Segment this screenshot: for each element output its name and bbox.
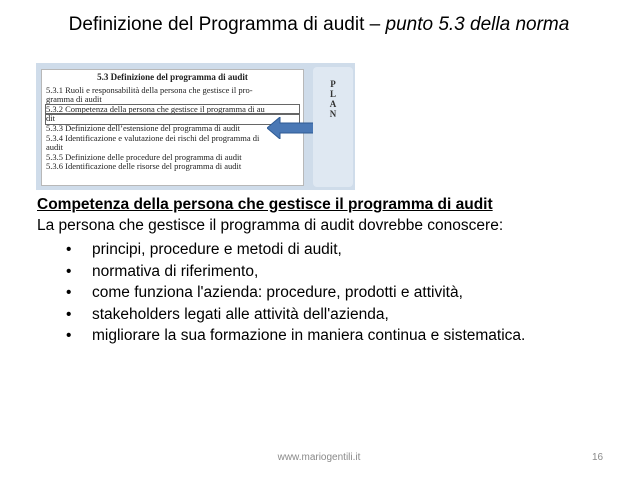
plan-letter: N: [329, 109, 337, 119]
norm-line: 5.3.3 Definizione dell’estensione del programma di audit: [46, 122, 241, 133]
list-item-text: principi, procedure e metodi di audit,: [92, 241, 342, 258]
list-item-text: stakeholders legati alle attività dell'azienda,: [92, 305, 389, 323]
list-item: [66, 325, 525, 347]
plan-letter: A: [329, 99, 337, 109]
list-item: [66, 304, 525, 326]
list-item-text: normativa di riferimento,: [92, 262, 259, 280]
norm-line: audit: [46, 142, 63, 153]
slide-title-reference: punto 5.3 della norma: [385, 14, 570, 35]
norm-excerpt-figure: [36, 63, 355, 190]
norm-line: gramma di audit: [46, 94, 102, 105]
list-item-text: migliorare la sua formazione in maniera continua e sistematica.: [92, 327, 526, 344]
norm-line: 5.3.1 Ruoli e responsabilità della persona che gestisce il pro-: [46, 84, 253, 95]
plan-letter: P: [330, 79, 336, 89]
footer-website: www.mariogentili.it: [277, 452, 361, 463]
list-item-text: come funziona l'azienda: procedure, prodotti e attività,: [92, 284, 463, 301]
norm-line: 5.3.4 Identificazione e valutazione dei rischi del programma di: [46, 132, 260, 143]
page-number: 16: [592, 452, 604, 463]
bullet-icon: •: [66, 241, 72, 258]
bullet-icon: •: [66, 305, 72, 323]
intro-text: La persona che gestisce il programma di audit dovrebbe conoscere:: [37, 217, 504, 234]
norm-line: 5.3.5 Definizione delle procedure del programma di audit: [46, 151, 242, 162]
bullet-list: [66, 239, 525, 347]
norm-line: 5.3.6 Identificazione delle risorse del programma di audit: [46, 161, 242, 172]
norm-line-highlighted: 5.3.2 Competenza della persona che gestisce il programma di au: [46, 105, 299, 115]
bullet-icon: •: [66, 327, 72, 344]
bullet-icon: •: [66, 284, 72, 301]
slide-title: [0, 14, 638, 36]
norm-excerpt-panel: [41, 69, 304, 186]
bullet-icon: •: [66, 262, 72, 280]
norm-line-highlighted: dit: [46, 114, 299, 124]
plan-letter: L: [329, 89, 336, 99]
plan-phase-label: [313, 67, 353, 187]
section-heading: Competenza della persona che gestisce il programma di audit: [37, 196, 493, 213]
list-item: [66, 261, 525, 283]
norm-excerpt-title: 5.3 Definizione del programma di audit: [97, 72, 248, 82]
list-item: [66, 239, 525, 261]
list-item: [66, 282, 525, 304]
slide-title-main: Definizione del Programma di audit –: [68, 14, 386, 35]
